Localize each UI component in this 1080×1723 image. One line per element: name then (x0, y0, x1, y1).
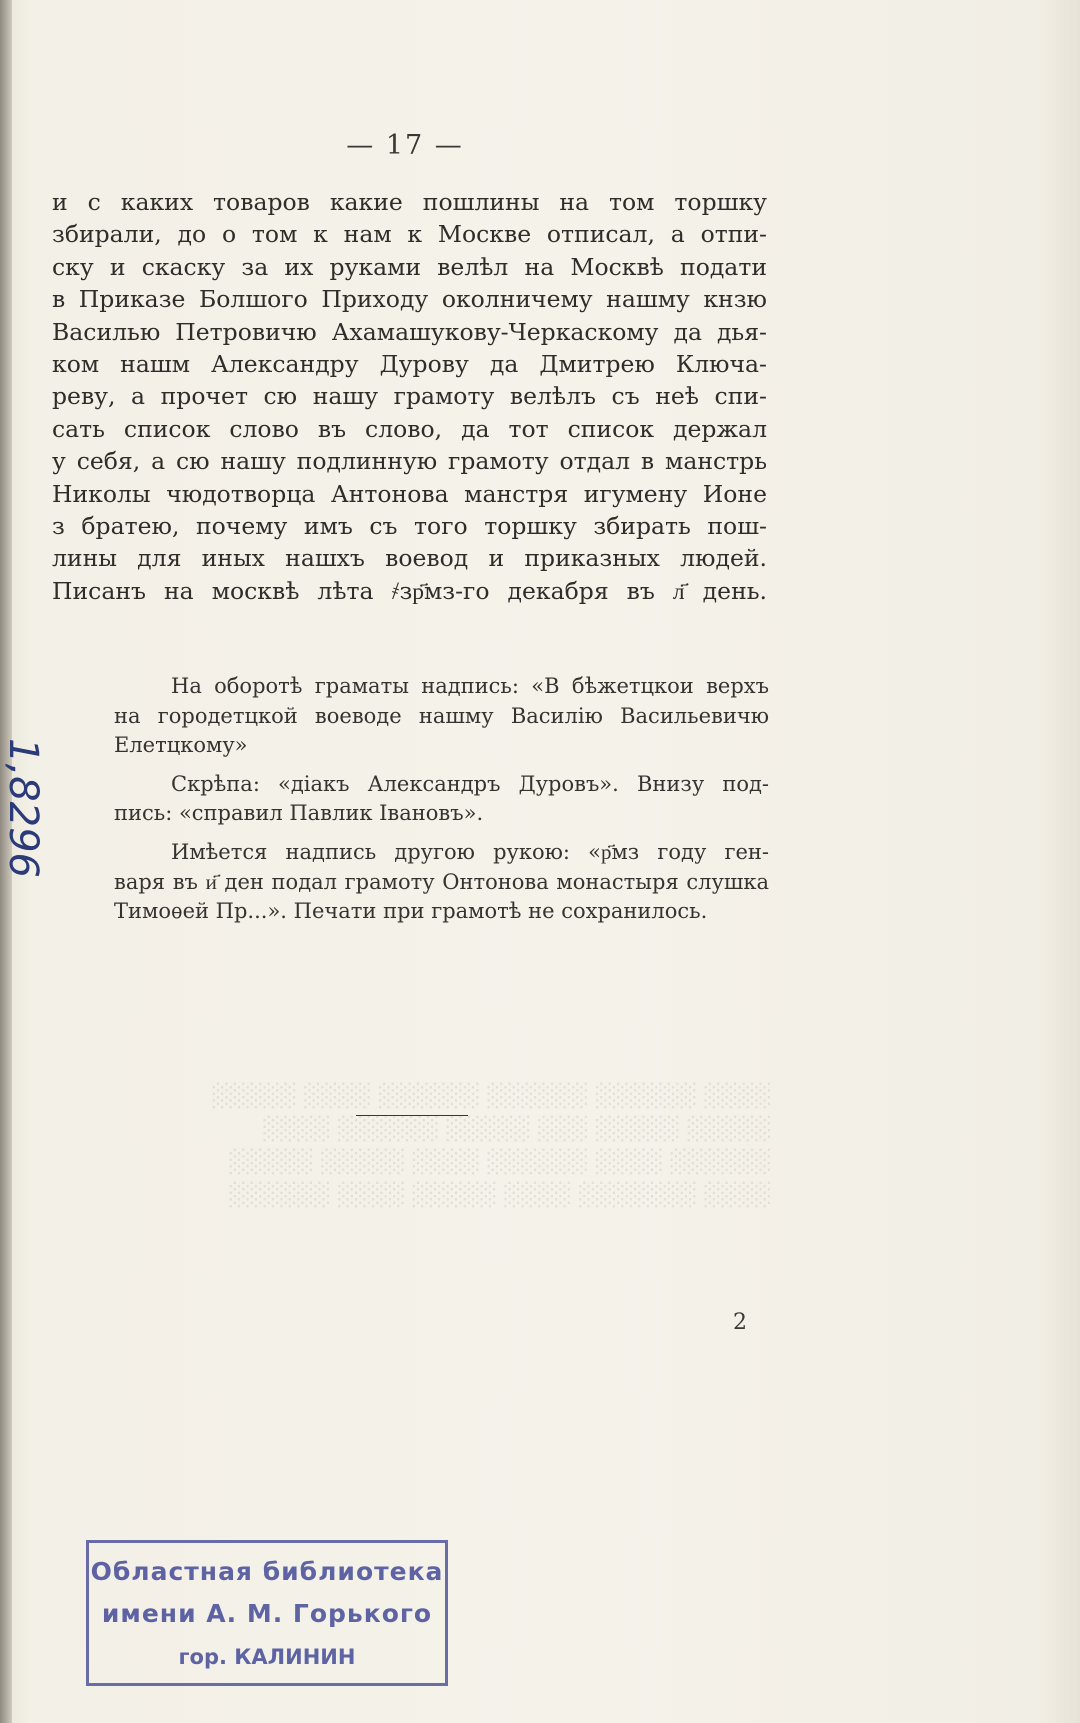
text-line: ком нашм Александру Дурову да Дмитрею Ключа- (52, 350, 767, 379)
note-line: варя въ и҃ ден подал грамоту Онтонова монастыря слушка (114, 869, 769, 894)
text-line: ску и скаску за их руками велѣл на Москвѣ подати (52, 252, 767, 281)
text-line: Николы чюдотворца Антонова манстря игумену Ионе (52, 479, 767, 508)
note-line: Тимоѳей Пр...». Печати при грамотѣ не сохранилось. (114, 899, 708, 924)
text-line: Василью Петровичю Ахамашукову-Черкаскому да дья- (52, 317, 767, 346)
text-line: лины для иных нашхъ воевод и приказных людей. (52, 544, 767, 573)
stamp-line: имени А. М. Горького (101, 1599, 433, 1628)
text-line: з братею, почему имъ съ того торшку збирать пош- (52, 512, 767, 541)
text-line: сать список слово въ слово, да тот список держал (52, 414, 767, 443)
editorial-notes (114, 672, 769, 927)
note-line: Имѣется надпись другою рукою: «р҃мз году ген- (171, 839, 769, 864)
note-line: Скрѣпа: «діакъ Александръ Дуровъ». Внизу под- (171, 771, 769, 796)
note-line: Елетцкому» (114, 733, 248, 758)
text-line: в Приказе Болшого Приходу околничему нашму кнзю (52, 285, 767, 314)
note-line: На оборотѣ граматы надпись: «В бѣжетцкои верхъ (171, 674, 769, 698)
handwritten-inventory-number (0, 738, 46, 958)
note-line: на городетцкой воеводе нашму Василію Васильевичю (114, 703, 769, 728)
page-number: — 17 — (346, 130, 464, 161)
library-stamp (86, 1540, 448, 1686)
note-line: пись: «справил Павлик Івановъ». (114, 801, 484, 826)
printer-signature-mark: 2 (733, 1310, 747, 1335)
text-line: у себя, а сю нашу подлинную грамоту отдал в манстрь (52, 447, 767, 476)
text-line: и с каких товаров какие пошлины на том торшку (52, 188, 767, 216)
handwritten-text: 1,8296 (0, 738, 46, 878)
bleed-through-shadow: ░░░░ ░░░░░░ ░░░░░░ ░░░░░░ ░░░░ ░░░░░ ░░░░░ ░░░░░ ░░░ ░░░░░ ░░░░░░ ░░░░ ░░░░░░ ░░░░ ░░░░░░ ░░░░ ░░░░░ ░░░░░ ░░░░ ░░░░░░░ ░░░░ ░░░░░ ░░░░ ░░░░░░ (210, 1084, 770, 1208)
text-line: реву, а прочет сю нашу грамоту велѣлъ съ неѣ спи- (52, 382, 767, 411)
stamp-city: гор. КАЛИНИН (178, 1645, 356, 1669)
stamp-line: Областная библиотека (90, 1557, 444, 1586)
text-line: Писанъ на москвѣ лѣта ҂зр҃мз-го декабря въ л҃ день. (52, 576, 767, 605)
text-line: збирали, до о том к нам к Москве отписал, а отпи- (52, 220, 767, 249)
charter-text (52, 186, 767, 607)
